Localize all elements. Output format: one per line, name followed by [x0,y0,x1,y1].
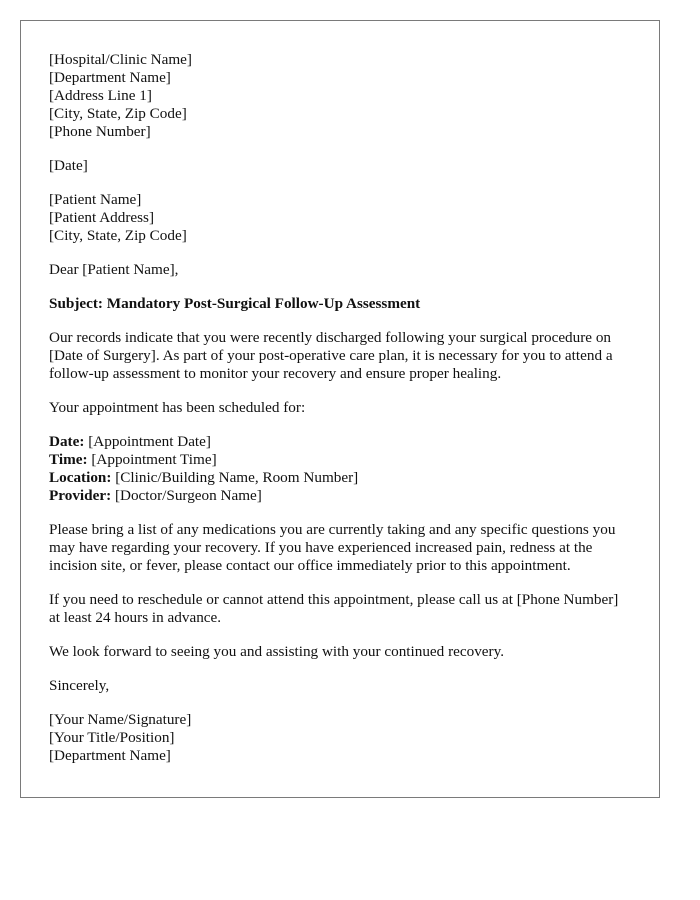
appointment-time-row [49,451,631,469]
signature-title: [Your Title/Position] [49,729,175,746]
body-paragraph-closing: We look forward to seeing you and assisting with your continued recovery. [49,643,504,660]
body-paragraph-intro: Our records indicate that you were recently discharged following your surgical procedure on [Date of Surgery]. As part of your post-operative care plan, it is necessary for you to attend a follow-up assessment to monitor your recovery and ensure proper healing. [49,329,613,382]
recipient-address-block [49,191,631,245]
appointment-time-label: Time: [49,451,88,468]
appointment-provider-value: [Doctor/Surgeon Name] [114,487,262,504]
appointment-provider-label: Provider: [49,487,112,504]
sender-address-block [49,51,631,141]
letter-date: [Date] [49,157,88,174]
subject-line: Subject: Mandatory Post-Surgical Follow-Up Assessment [49,295,421,312]
appointment-location-value: [Clinic/Building Name, Room Number] [115,469,359,486]
appointment-date-row [49,433,631,451]
sender-hospital: [Hospital/Clinic Name] [49,51,192,68]
closing: Sincerely, [49,677,110,694]
appointment-date-value: [Appointment Date] [88,433,211,450]
appointment-location-label: Location: [49,469,112,486]
appointment-date-label: Date: [49,433,85,450]
signature-name: [Your Name/Signature] [49,711,192,728]
recipient-name: [Patient Name] [49,191,142,208]
appointment-provider-row [49,487,631,505]
appointment-details [49,433,631,505]
sender-department: [Department Name] [49,69,171,86]
signature-department: [Department Name] [49,747,171,764]
salutation: Dear [Patient Name], [49,261,179,278]
body-paragraph-schedule: Your appointment has been scheduled for: [49,399,306,416]
sender-address-line-1: [Address Line 1] [49,87,152,104]
sender-phone: [Phone Number] [49,123,151,140]
body-paragraph-reschedule: If you need to reschedule or cannot attend this appointment, please call us at [Phone Number] at least 24 hours in advance. [49,591,619,626]
signature-block [49,711,631,765]
recipient-address: [Patient Address] [49,209,155,226]
letter-page [20,20,660,798]
appointment-time-value: [Appointment Time] [91,451,217,468]
recipient-city-state-zip: [City, State, Zip Code] [49,227,187,244]
appointment-location-row [49,469,631,487]
body-paragraph-instructions: Please bring a list of any medications you are currently taking and any specific questions you may have regarding your recovery. If you have experienced increased pain, redness at the incision site, or fever, please contact our office immediately prior to this appointment. [49,521,616,574]
sender-city-state-zip: [City, State, Zip Code] [49,105,187,122]
letter-date-block [49,157,631,175]
